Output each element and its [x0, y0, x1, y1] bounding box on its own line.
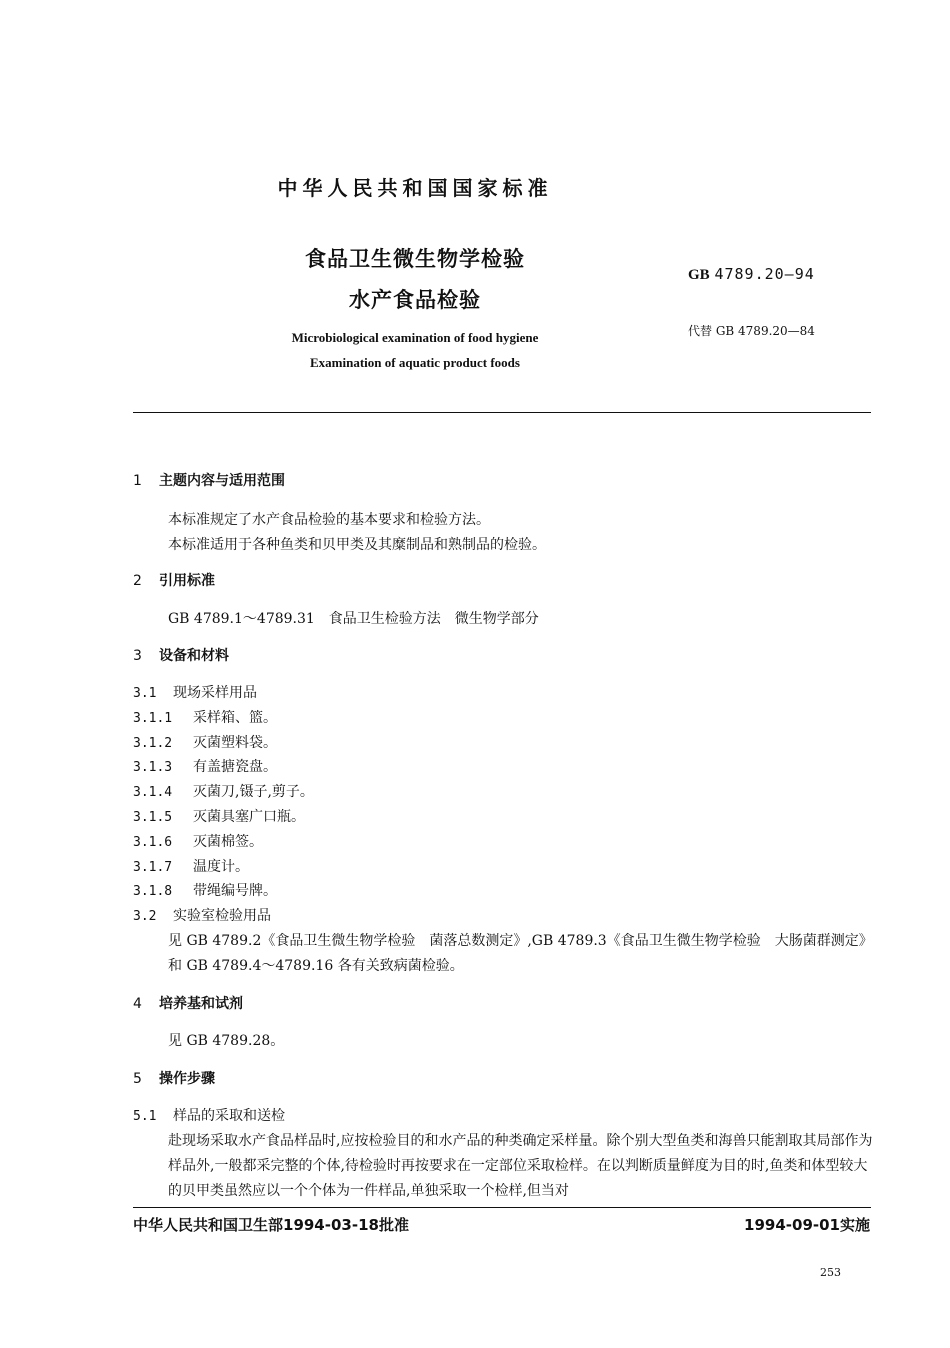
section-5-heading: [133, 1068, 215, 1088]
item-text: 有盖搪瓷盘。: [193, 759, 277, 775]
subsection-text: 样品的采取和送检: [173, 1108, 285, 1124]
item-text: 灭菌具塞广口瓶。: [193, 809, 305, 825]
section-2-title: 引用标准: [159, 573, 215, 589]
document-title-zh-1: 食品卫生微生物学检验: [305, 247, 525, 271]
header-divider: [133, 412, 871, 413]
section-1-paragraph-2: 本标准适用于各种鱼类和贝甲类及其糜制品和熟制品的检验。: [168, 537, 546, 553]
paragraph-text: 见 GB 4789.2《食品卫生微生物学检验 菌落总数测定》,GB 4789.3《食品卫生微生物学检验 大肠菌群测定》和 GB 4789.4～4789.16 各有关致病菌检验。: [168, 933, 873, 974]
list-item: [133, 732, 277, 752]
list-item: [133, 806, 305, 826]
national-standard-heading: 中华人民共和国国家标准: [277, 176, 553, 200]
item-text: 灭菌刀,镊子,剪子。: [193, 784, 314, 800]
item-text: 带绳编号牌。: [193, 883, 277, 899]
section-1-paragraph-1: 本标准规定了水产食品检验的基本要求和检验方法。: [168, 512, 490, 528]
document-title-en-2: Examination of aquatic product foods: [310, 355, 520, 370]
list-item: [133, 831, 263, 851]
section-4-heading: [133, 993, 243, 1013]
standard-code: 4789.20—94: [714, 265, 815, 283]
subsection-5-1: [133, 1105, 285, 1125]
footer-divider: [133, 1207, 871, 1208]
page-number: 253: [820, 1266, 841, 1279]
item-number: 3.1.7: [133, 860, 173, 875]
section-5-title: 操作步骤: [159, 1071, 215, 1087]
section-3-number: 3: [133, 648, 142, 664]
list-item: [133, 856, 249, 876]
section-2-number: 2: [133, 573, 142, 589]
section-4-title: 培养基和试剂: [159, 996, 243, 1012]
item-number: 3.1.8: [133, 884, 173, 899]
standard-number: [688, 265, 815, 284]
standard-prefix: GB: [688, 267, 710, 283]
subsection-3-2: [133, 905, 271, 925]
item-number: 3.1.5: [133, 810, 173, 825]
item-number: 3.1.4: [133, 785, 173, 800]
section-4-paragraph-1: 见 GB 4789.28。: [168, 1033, 285, 1049]
section-3-heading: [133, 645, 229, 665]
item-number: 3.1.3: [133, 760, 173, 775]
section-2-paragraph-1: GB 4789.1～4789.31 食品卫生检验方法 微生物学部分: [168, 611, 539, 627]
implementation-date: 1994-09-01实施: [744, 1216, 870, 1234]
item-number: 3.1.6: [133, 835, 173, 850]
item-number: 3.1.2: [133, 736, 173, 751]
list-item: [133, 781, 314, 801]
subsection-text: 现场采样用品: [173, 685, 257, 701]
list-item: [133, 756, 277, 776]
subsection-number: 3.2: [133, 909, 157, 924]
subsection-3-2-paragraph: [133, 929, 873, 979]
item-text: 灭菌棉签。: [193, 834, 263, 850]
document-title-zh-2: 水产食品检验: [349, 288, 481, 312]
subsection-3-1: [133, 682, 257, 702]
item-text: 采样箱、篮。: [193, 710, 277, 726]
section-5-number: 5: [133, 1071, 142, 1087]
section-1-number: 1: [133, 473, 142, 489]
section-3-title: 设备和材料: [159, 648, 229, 664]
list-item: [133, 707, 277, 727]
subsection-number: 3.1: [133, 686, 157, 701]
item-text: 灭菌塑料袋。: [193, 735, 277, 751]
document-title-en-1: Microbiological examination of food hygiene: [291, 330, 539, 345]
replaces-standard: 代替 GB 4789.20—84: [688, 324, 815, 338]
list-item: [133, 880, 277, 900]
approval-notice: 中华人民共和国卫生部1994-03-18批准: [133, 1216, 409, 1234]
item-text: 温度计。: [193, 859, 249, 875]
section-1-heading: [133, 470, 285, 490]
subsection-5-1-paragraph: [133, 1129, 873, 1205]
section-1-title: 主题内容与适用范围: [159, 473, 285, 489]
subsection-number: 5.1: [133, 1109, 157, 1124]
subsection-text: 实验室检验用品: [173, 908, 271, 924]
item-number: 3.1.1: [133, 711, 173, 726]
section-4-number: 4: [133, 996, 142, 1012]
section-2-heading: [133, 570, 215, 590]
paragraph-text: 赴现场采取水产食品样品时,应按检验目的和水产品的种类确定采样量。除个别大型鱼类和海兽只能割取其局部作为样品外,一般都采完整的个体,待检验时再按要求在一定部位采取检样。在以判断质量鲜度为目的时,鱼类和体型较大的贝甲类虽然应以一个个体为一件样品,单独采取一个检样,但当对: [168, 1133, 873, 1199]
